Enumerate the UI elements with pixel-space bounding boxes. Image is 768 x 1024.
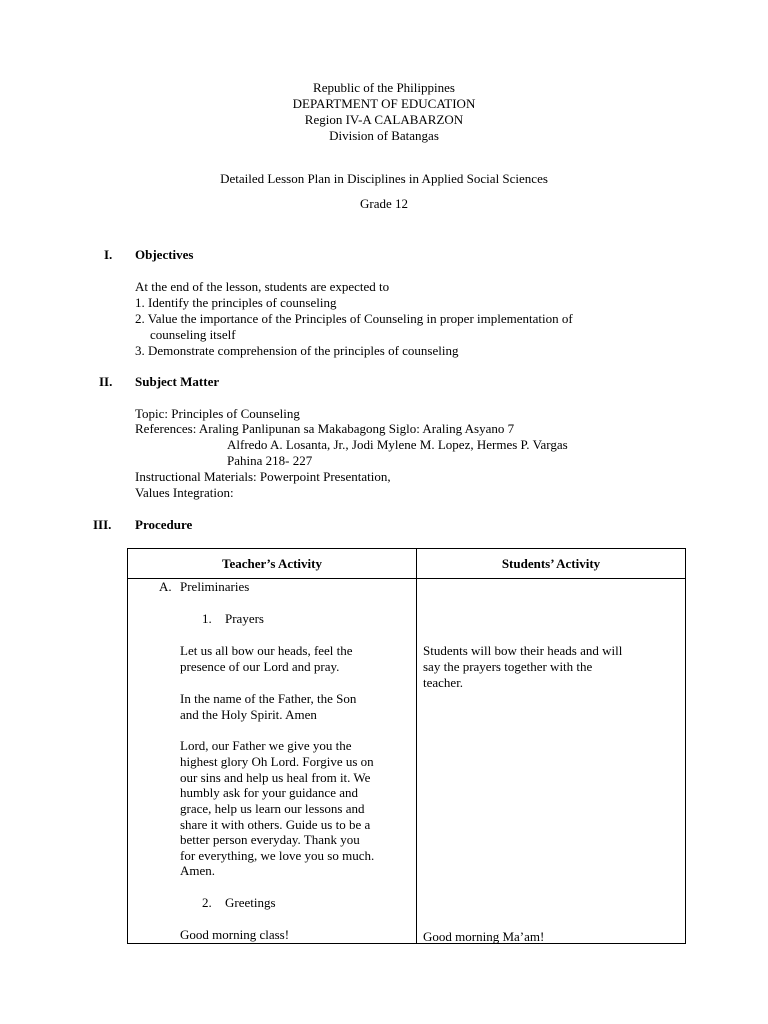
prayer-line: our sins and help us heal from it. We xyxy=(180,770,371,785)
materials-line: Instructional Materials: Powerpoint Presentation, xyxy=(135,469,391,484)
prayers-number: 1. xyxy=(202,611,212,626)
prayer-line: for everything, we love you so much. xyxy=(180,848,375,863)
document-title: Detailed Lesson Plan in Disciplines in Applied Social Sciences xyxy=(220,171,548,186)
teacher-line: In the name of the Father, the Son xyxy=(180,691,357,706)
objective-item: 1. Identify the principles of counseling xyxy=(135,295,337,310)
references-line: References: Araling Panlipunan sa Makabagong Siglo: Araling Asyano 7 xyxy=(135,421,515,436)
student-line: teacher. xyxy=(423,675,464,690)
student-line: Students will bow their heads and will xyxy=(423,643,623,658)
students-activity-header: Students’ Activity xyxy=(417,549,686,579)
student-greeting: Good morning Ma’am! xyxy=(423,929,545,944)
header-department: DEPARTMENT OF EDUCATION xyxy=(292,96,476,111)
prayer-line: Lord, our Father we give you the xyxy=(180,738,352,753)
teacher-greeting: Good morning class! xyxy=(180,927,290,942)
objective-item: 3. Demonstrate comprehension of the principles of counseling xyxy=(135,343,459,358)
procedure-numeral: III. xyxy=(93,517,112,532)
teacher-line: Let us all bow our heads, feel the xyxy=(180,643,353,658)
teacher-activity-cell xyxy=(128,579,417,944)
authors-line: Alfredo A. Losanta, Jr., Jodi Mylene M. Lopez, Hermes P. Vargas xyxy=(227,437,568,452)
topic-line: Topic: Principles of Counseling xyxy=(135,406,300,421)
header-republic: Republic of the Philippines xyxy=(313,80,455,95)
prayer-line: grace, help us learn our lessons and xyxy=(180,801,365,816)
prayer-line: Amen. xyxy=(180,863,216,878)
objective-item-continuation: counseling itself xyxy=(150,327,236,342)
header-region: Region IV-A CALABARZON xyxy=(304,112,464,127)
pages-line: Pahina 218- 227 xyxy=(227,453,313,468)
subject-matter-heading: Subject Matter xyxy=(135,374,220,389)
greetings-number: 2. xyxy=(202,895,212,910)
teacher-activity-header: Teacher’s Activity xyxy=(128,549,417,579)
greetings-label: Greetings xyxy=(225,895,276,910)
objectives-numeral: I. xyxy=(104,247,113,262)
prayers-label: Prayers xyxy=(225,611,264,626)
preliminaries-letter: A. xyxy=(159,579,172,594)
objectives-intro: At the end of the lesson, students are expected to xyxy=(135,279,390,294)
procedure-table xyxy=(127,548,686,944)
prayer-line: better person everyday. Thank you xyxy=(180,832,360,847)
prayer-line: share it with others. Guide us to be a xyxy=(180,817,371,832)
preliminaries-label: Preliminaries xyxy=(180,579,250,594)
objective-item: 2. Value the importance of the Principles of Counseling in proper implementation of xyxy=(135,311,573,326)
teacher-line: presence of our Lord and pray. xyxy=(180,659,340,674)
prayer-line: humbly ask for your guidance and xyxy=(180,785,358,800)
values-line: Values Integration: xyxy=(135,485,234,500)
students-activity-cell xyxy=(417,579,686,944)
teacher-line: and the Holy Spirit. Amen xyxy=(180,707,317,722)
grade-level: Grade 12 xyxy=(359,196,408,211)
student-line: say the prayers together with the xyxy=(423,659,593,674)
header-division: Division of Batangas xyxy=(329,128,439,143)
subject-matter-numeral: II. xyxy=(99,374,113,389)
procedure-heading: Procedure xyxy=(135,517,193,532)
objectives-heading: Objectives xyxy=(135,247,194,262)
prayer-line: highest glory Oh Lord. Forgive us on xyxy=(180,754,374,769)
